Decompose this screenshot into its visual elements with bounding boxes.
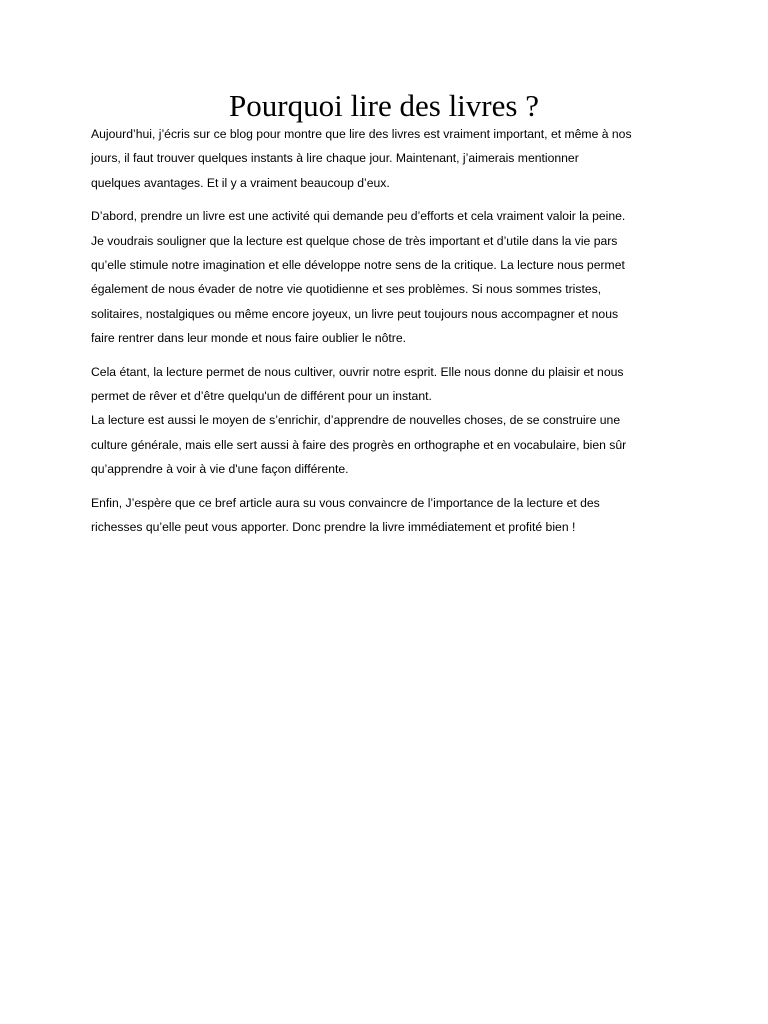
text-line: Enfin, J’espère que ce bref article aura su vous convaincre de l’importance de la lecture et des [91, 495, 600, 510]
paragraph-intro [91, 122, 691, 195]
text-line: richesses qu’elle peut vous apporter. Donc prendre la livre immédiatement et profité bien ! [91, 520, 576, 535]
text-line: qu’apprendre à voir à vie d'une façon différente. [91, 462, 349, 477]
text-line: Aujourd’hui, j’écris sur ce blog pour montre que lire des livres est vraiment important, et même à nos [91, 127, 632, 141]
text-line: Je voudrais souligner que la lecture est quelque chose de très important et d’utile dans la vie pars [91, 233, 618, 248]
paragraph-enfin [91, 491, 691, 540]
paragraph-dabord [91, 204, 691, 350]
text-line: permet de rêver et d’être quelqu'un de différent pour un instant. [91, 389, 432, 404]
text-line: quelques avantages. Et il y a vraiment beaucoup d’eux. [91, 175, 390, 190]
text-line: faire rentrer dans leur monde et nous faire oublier le nôtre. [91, 331, 407, 346]
text-line: également de nous évader de notre vie quotidienne et ses problèmes. Si nous sommes tristes, [91, 282, 602, 297]
text-line: Cela étant, la lecture permet de nous cultiver, ouvrir notre esprit. Elle nous donne du plaisir et nous [91, 364, 624, 379]
document-title: Pourquoi lire des livres ? [229, 88, 539, 123]
text-line: La lecture est aussi le moyen de s’enrichir, d’apprendre de nouvelles choses, de se construire une [91, 413, 621, 428]
text-line: qu’elle stimule notre imagination et elle développe notre sens de la critique. La lecture nous permet [91, 258, 625, 273]
paragraph-cela-etant [91, 360, 691, 482]
text-line: solitaires, nostalgiques ou même encore joyeux, un livre peut toujours nous accompagner et nous [91, 306, 619, 321]
text-line: D’abord, prendre un livre est une activité qui demande peu d’efforts et cela vraiment valoir la peine. [91, 209, 626, 224]
text-line: jours, il faut trouver quelques instants à lire chaque jour. Maintenant, j’aimerais mentionner [91, 151, 579, 166]
document-body [91, 122, 691, 549]
text-line: culture générale, mais elle sert aussi à faire des progrès en orthographe et en vocabulaire, bien sûr [91, 437, 627, 452]
